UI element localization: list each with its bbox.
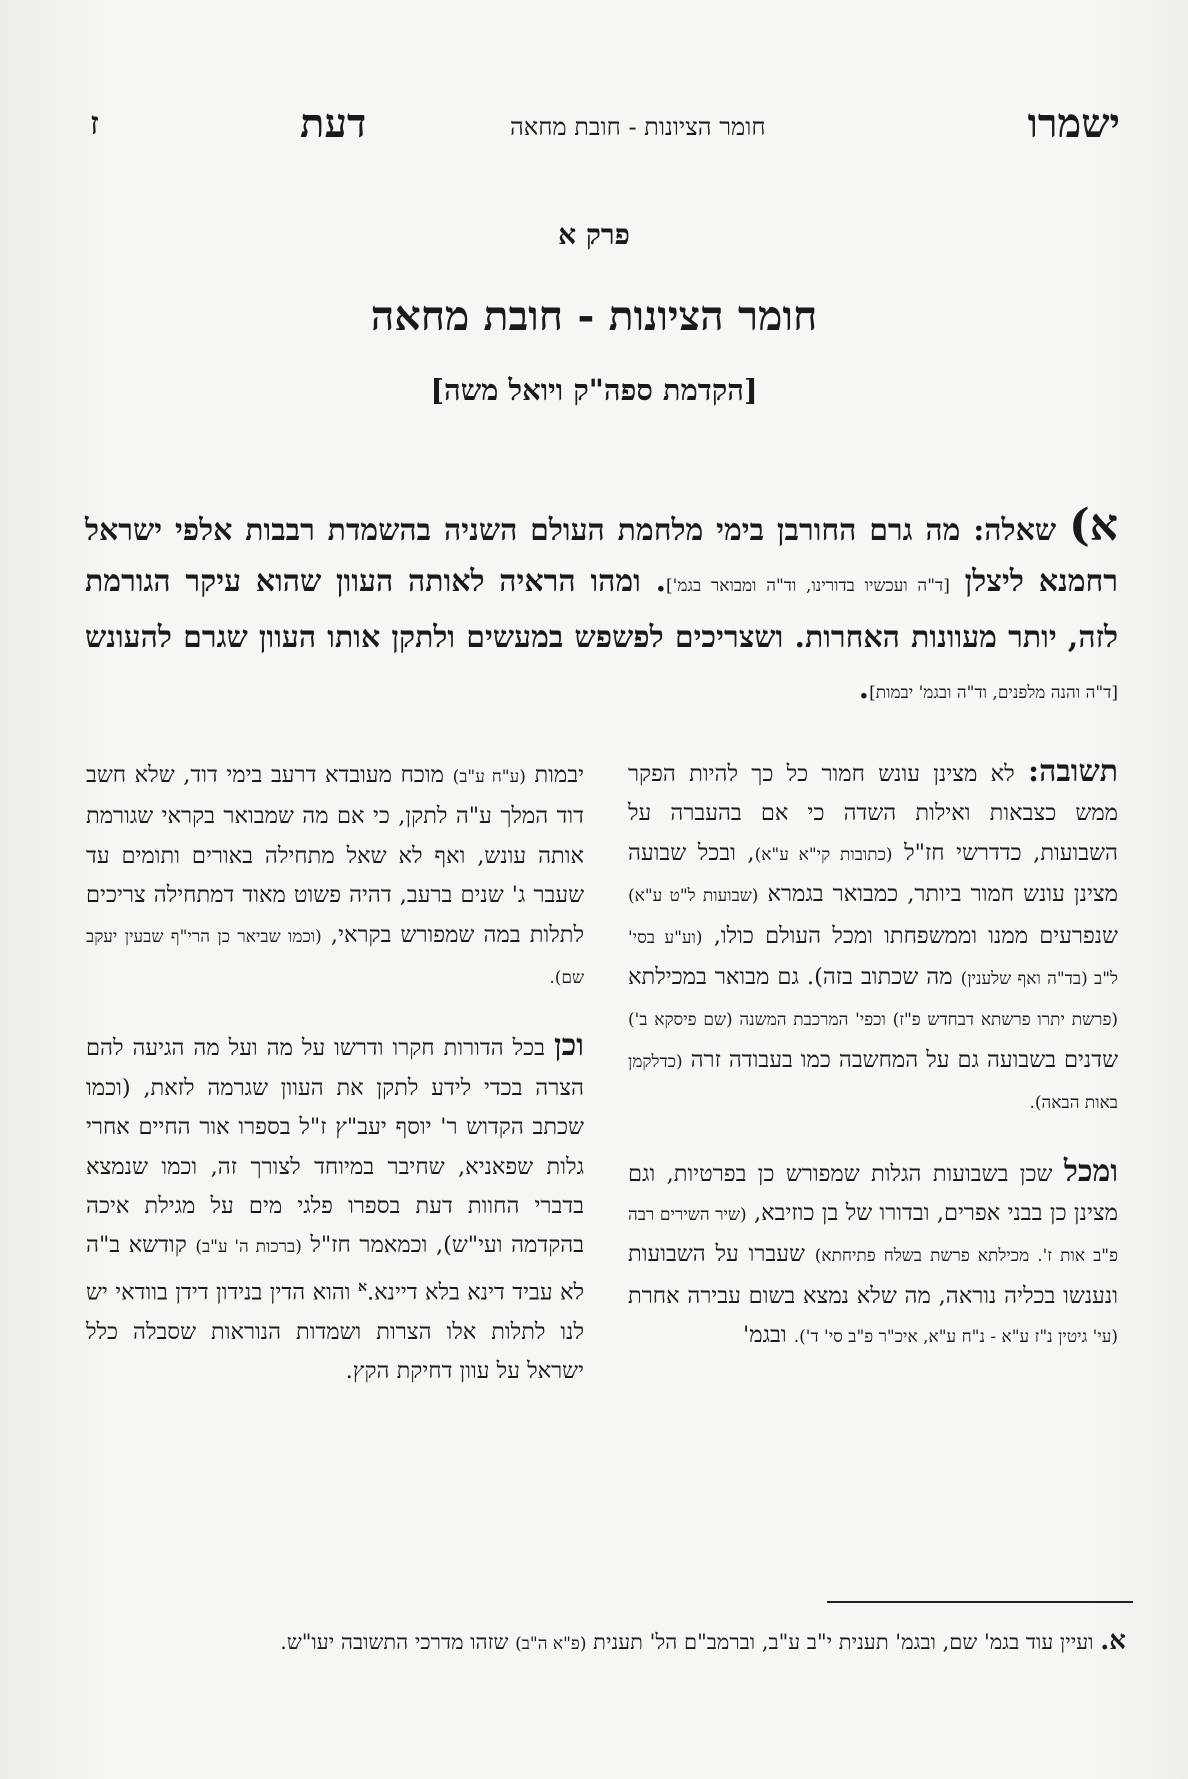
answer-lead: תשובה:	[1028, 754, 1119, 789]
yevamot-source-1: (ע"ח ע"ב)	[452, 767, 526, 787]
footnote-reference[interactable]: א	[357, 1278, 367, 1295]
answer-text-c: שנפרעים ממנו וממשפחתו ומכל העולם כולו,	[713, 922, 1118, 949]
footnote-divider	[827, 1601, 1133, 1603]
header-left-word: דעת	[300, 100, 367, 147]
answer-source-1: (כתובות קי"א ע"א)	[754, 844, 893, 865]
question-ref-2: [ד"ה והנה מלפנים, וד"ה ובגמ' יבמות]	[869, 683, 1118, 703]
answer-text-e: שדנים בשבועה גם על המחשבה כמו בעבודה זרה	[690, 1046, 1118, 1073]
footnote-text-a: ועיין עוד בגמ' שם, ובגמ' תענית י"ב ע"ב, וברמב"ם הל' תענית	[593, 1630, 1094, 1654]
yevamot-text-a: יבמות	[534, 762, 584, 788]
question-letter: א)	[1068, 500, 1119, 551]
footnote	[90, 1623, 1126, 1663]
vechen-source-1: (ברכות ה' ע"ב)	[195, 1237, 302, 1258]
answer-text-a: לא מצינן עונש חמור כל כך להיות הפקר ממש כצבאות ואילות השדה כי אם בהעברה על השבועות, כדדרשי חז"ל	[628, 761, 1118, 866]
answer-source-3: (וע"ע בסי' ל"ב (בד"ה ואף שלענין)	[628, 927, 1118, 990]
vechen-lead: וכן	[554, 1028, 584, 1064]
umikol-text-a: שכן בשבועות הגלות שמפורש כן בפרטיות, וגם מצינן כן בבני אפרים, ובדורו של בן כוזיבא,	[628, 1160, 1118, 1227]
footnote-letter: א.	[1100, 1626, 1126, 1656]
answer-text-d: מה שכתוב בזה). גם מבואר במכילתא	[628, 964, 953, 991]
vechen-text-b: קודשא ב"ה לא עביד דינא בלא דיינא.	[86, 1232, 585, 1306]
vechen-paragraph	[86, 1026, 584, 1391]
right-column	[628, 752, 1118, 1386]
umikol-source-1: (שיר השירים רבה פ"ב אות ז'. מכילתא פרשת בשלח פתיחתא)	[628, 1205, 1119, 1267]
umikol-text-b: שעברו על השבועות ונענשו בכליה נוראה, מה שלא נמצא בשום עבירה אחרת	[628, 1241, 1118, 1309]
question-block	[85, 500, 1118, 719]
question-end: .	[858, 671, 870, 706]
yevamot-paragraph	[86, 756, 584, 998]
answer-source-4: (פרשת יתרו פרשתא דבחדש פ"ז) וכפי' המרכבת המשנה (שם פיסקא ב')	[628, 1010, 1118, 1031]
intro-subtitle: [הקדמת ספה"ק ויואל משה]	[430, 373, 758, 407]
umikol-text-c: ובגמ'	[743, 1322, 787, 1349]
footnote-source: (פ"א ה"ב)	[515, 1634, 587, 1654]
question-text-2: . ומהו הראיה לאותה העוון שהוא עיקר הגורמת לזה, יותר מעוונות האחרות. ושצריכים לפשפש במעשים ולתקן אותו העוון שגרם להעונש	[85, 564, 1118, 655]
umikol-source-2: (עי' גיטין נ"ז ע"א - נ"ח ע"א, איכ"ר פ"ב סי' ד').	[793, 1327, 1118, 1348]
left-column	[86, 756, 584, 1420]
running-header	[90, 100, 1120, 160]
chapter-heading: פרק א	[558, 218, 630, 251]
header-center-title: חומר הציונות - חובת מחאה	[510, 113, 766, 141]
umikol-lead: ומכל	[1063, 1153, 1119, 1189]
question-ref-1: [ד"ה ועכשיו בדורינו, וד"ה ומבואר בגמ']	[666, 576, 950, 596]
yevamot-source-2: (וכמו שביאר כן הרי"ף שבעין יעקב שם).	[86, 926, 584, 989]
vechen-text-c: והוא הדין בנידון דידן בוודאי יש לנו לתלות אלו הצרות ושמדות הנוראות שסבלה כלל ישראל על עוון דחיקת הקץ.	[86, 1279, 584, 1385]
answer-text-b: , ובכל שבועה מצינן עונש חמור ביותר, כמבואר בגמרא	[628, 839, 1119, 908]
question-text-1: שאלה: מה גרם החורבן בימי מלחמת העולם השניה בהשמדת רבבות אלפי ישראל רחמנא ליצלן	[85, 513, 1118, 599]
yevamot-text-b: מוכח מעובדא דרעב בימי דוד, שלא חשב דוד המלך ע"ה לתקן, כי אם מה שמבואר בקראי שגורמת אותה עונש, ואף לא שאל מתחילה באורים ותומים עד שעבר ג' שנים ברעב, דהיה פשוט מאוד דמתחילה צריכים לתלות במה שמפורש בקראי,	[86, 762, 584, 948]
answer-source-2: (שבועות ל"ט ע"א)	[628, 886, 759, 907]
answer-source-5: (כדלקמן באות הבאה).	[628, 1051, 1118, 1114]
header-right-word: ישמרו	[1027, 100, 1120, 147]
answer-paragraph	[628, 752, 1118, 1124]
footnote-text-b: שזהו מדרכי התשובה יעו"ש.	[280, 1630, 509, 1654]
page-number: ז	[90, 104, 99, 142]
umikol-paragraph	[628, 1152, 1118, 1358]
vechen-text-a: בכל הדורות חקרו ודרשו על מה ועל מה הגיעה להם הצרה בכדי לידע לתקן את העוון שגרמה לזאת, (וכמו שכתב הקדוש ר' יוסף יעב"ץ ז"ל בספרו אור החיים אחרי גלות שפאניא, שחיבר במיוחד לצורך זה, וכמו שנמצא בדברי החוות דעת בספרו פלגי מים על מגילת איכה בהקדמה ועי"ש), וכמאמר חז"ל	[86, 1035, 585, 1259]
page-title: חומר הציונות - חובת מחאה	[370, 292, 818, 340]
